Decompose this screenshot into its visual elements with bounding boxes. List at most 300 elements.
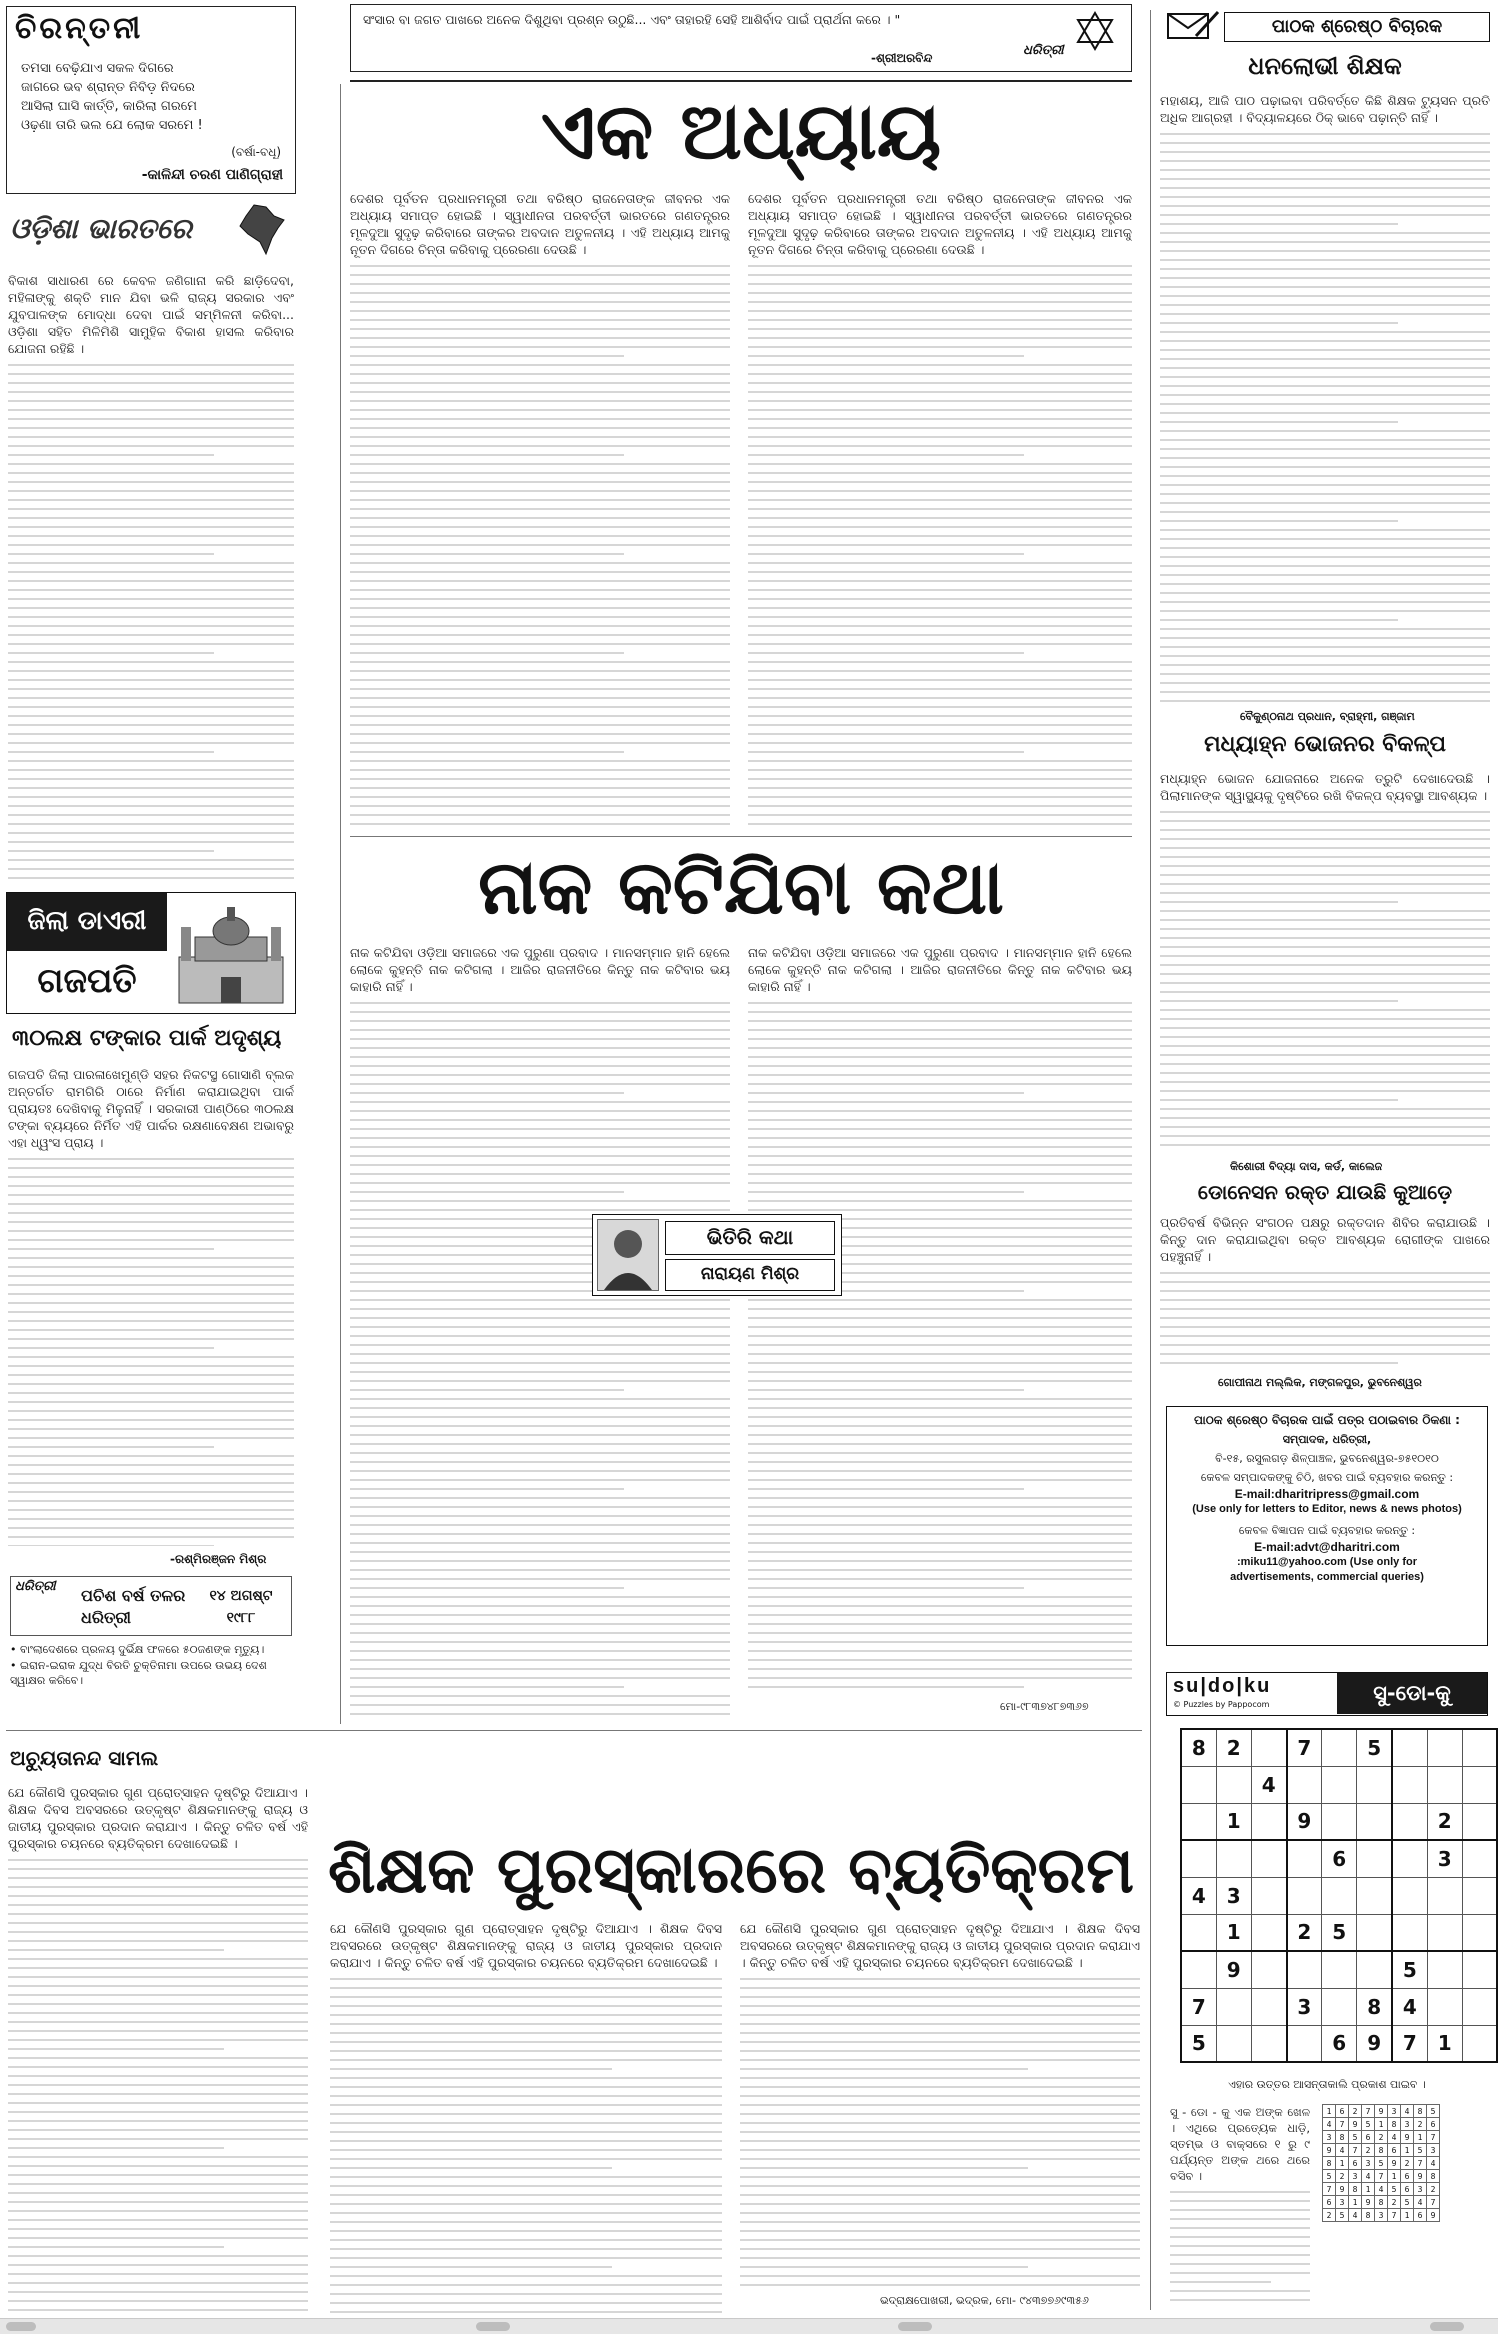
odisha-bharat-title: ଓଡ଼ିଶା ଭାରତରେ [10, 212, 192, 245]
sudoku-mini-cell: 9 [1414, 2170, 1427, 2183]
sudoku-cell[interactable]: 6 [1322, 2025, 1357, 2062]
text-lines-placeholder [748, 1002, 1132, 1694]
dharitri-logo [1021, 9, 1121, 67]
sudoku-mini-cell: 2 [1427, 2183, 1440, 2196]
twenty-five-item-text: ବାଂଲାଦେଶରେ ପ୍ରଳୟ ଦୁର୍ଭିକ୍ଷ ଫଳରେ ୫୦ଜଣଙ୍କ ମୃତ୍ୟୁ। [20, 1643, 265, 1656]
sudoku-mini-cell: 6 [1401, 2170, 1414, 2183]
contact-email-3-note: advertisements, commercial queries) [1230, 1571, 1424, 1583]
sudoku-mini-cell: 7 [1375, 2170, 1388, 2183]
sudoku-row [1181, 2025, 1497, 2062]
masthead-quote-box [350, 4, 1132, 72]
sudoku-cell[interactable] [1251, 1729, 1286, 1766]
sudoku-mini-cell: 4 [1349, 2209, 1362, 2222]
nak-katha-text: ନାକ କଟିଯିବା ଓଡ଼ିଆ ସମାଜରେ ଏକ ପୁରୁଣା ପ୍ରବାଦ । ମାନସମ୍ମାନ ହାନି ହେଲେ ଲୋକେ କୁହନ୍ତି ନାକ କଟିଗଲା । ଆଜିର ରାଜନୀତିରେ କିନ୍ତୁ ନାକ କଟିବାର ଭୟ କାହାରି ନାହିଁ । [350, 945, 730, 994]
chirantani-box [6, 6, 296, 194]
sudoku-cell[interactable] [1322, 1951, 1357, 1988]
sudoku-cell[interactable] [1251, 1803, 1286, 1840]
sudoku-mini-grid [1322, 2104, 1440, 2222]
column-rule-right [1150, 10, 1151, 2310]
sudoku-mini-cell: 4 [1388, 2131, 1401, 2144]
sudoku-cell[interactable] [1462, 2025, 1497, 2062]
letter-title: ମଧ୍ୟାହ୍ନ ଭୋଜନର ବିକଳ୍ପ [1204, 732, 1446, 757]
sudoku-mini-cell: 6 [1401, 2183, 1414, 2196]
letter-text: ମଧ୍ୟାହ୍ନ ଭୋଜନ ଯୋଜନାରେ ଅନେକ ତ୍ରୁଟି ଦେଖାଦେଉଛି । ପିଲାମାନଙ୍କ ସ୍ୱାସ୍ଥ୍ୟକୁ ଦୃଷ୍ଟିରେ ରଖି ବିକଳ୍ପ ବ୍ୟବସ୍ଥା ଆବଶ୍ୟକ । [1160, 771, 1490, 803]
palace-illustration-icon [169, 897, 293, 1009]
sudoku-grid-wrap [1180, 1728, 1498, 2063]
person-silhouette-icon [598, 1220, 658, 1290]
sudoku-cell[interactable] [1216, 1840, 1251, 1877]
sudoku-mini-cell: 3 [1401, 2118, 1414, 2131]
sudoku-cell[interactable] [1181, 1766, 1216, 1803]
sudoku-mini-cell: 9 [1349, 2118, 1362, 2131]
sudoku-row [1323, 2157, 1440, 2170]
sudoku-mini-cell: 8 [1349, 2183, 1362, 2196]
contact-ads-line: କେବଳ ବିଜ୍ଞାପନ ପାଇଁ ବ୍ୟବହାର କରନ୍ତୁ : [1238, 1524, 1416, 1537]
sudoku-cell[interactable]: 2 [1427, 1803, 1462, 1840]
twenty-five-item: • ଇରାନ-ଇରାକ ଯୁଦ୍ଧ ବିରତି ଚୁକ୍ତିନାମା ଉପରେ ଉଭୟ ଦେଶ ସ୍ୱାକ୍ଷର କରିବେ। [10, 1659, 267, 1687]
section-rule-mid [350, 836, 1132, 837]
contact-editor: ସମ୍ପାଦକ, ଧରିତ୍ରୀ, [1282, 1433, 1372, 1446]
sudoku-mini-cell: 4 [1401, 2105, 1414, 2118]
odisha-bharat-logo [6, 200, 296, 262]
shikshaka-footer: ଭଦ୍ରାକ୍ଷପୋଖରୀ, ଭଦ୍ରକ, ମୋ- ୯୪୩୭୭୬୯୩୫୬ [880, 2294, 1089, 2307]
bhitiri-katha-label: ଭିତିରି କଥା [665, 1221, 835, 1255]
ek-adhyaya-text-cont: ଦେଶର ପୂର୍ବତନ ପ୍ରଧାନମନ୍ତ୍ରୀ ତଥା ବରିଷ୍ଠ ରାଜନେତାଙ୍କ ଜୀବନର ଏକ ଅଧ୍ୟାୟ ସମାପ୍ତ ହୋଇଛି । ସ୍ୱାଧୀନତା ପରବର୍ତ୍ତୀ ଭାରତରେ ଗଣତନ୍ତ୍ରର ମୂଳଦୁଆ ସୁଦୃଢ଼ କରିବାରେ ତାଙ୍କର ଅବଦାନ ଅତୁଳନୀୟ । ଏହି ଅଧ୍ୟାୟ ଆମକୁ ନୂତନ ଦିଗରେ ଚିନ୍ତା କରିବାକୁ ପ୍ରେରଣା ଦେଉଛି । [748, 191, 1132, 257]
park-article-body [8, 1066, 294, 1546]
sudoku-mini-cell: 4 [1414, 2196, 1427, 2209]
poem-line: ଆସିଲା ଘାସି କାର୍ତ୍ତି, କାରିଲା ଗରମେ [21, 99, 197, 114]
chirantani-author: -କାଳିନ୍ଦୀ ଚରଣ ପାଣିଗ୍ରାହୀ [141, 167, 283, 183]
sudoku-mini-cell: 7 [1323, 2183, 1336, 2196]
sudoku-cell[interactable]: 4 [1181, 1877, 1216, 1914]
contact-address: ବି-୧୫, ରସୁଲଗଡ଼ ଶିଳ୍ପାଞ୍ଚଳ, ଭୁବନେଶ୍ୱର-୭୫୧୦୧୦ [1215, 1452, 1439, 1465]
sudoku-mini-cell: 6 [1388, 2144, 1401, 2157]
sudoku-mini-cell: 4 [1362, 2170, 1375, 2183]
text-lines-placeholder [350, 265, 730, 830]
dharitri-logo-text: ଧରିତ୍ରୀ [1023, 43, 1064, 58]
sudoku-cell[interactable] [1287, 1951, 1322, 1988]
nak-katha-phone: ମୋ-୯୮୩୭୪୮୭୩୬୭ [1000, 1700, 1089, 1713]
sudoku-cell[interactable]: 8 [1357, 1988, 1392, 2025]
sudoku-rules [1170, 2104, 1310, 2304]
sudoku-row [1181, 1877, 1497, 1914]
sudoku-mini-cell: 7 [1388, 2209, 1401, 2222]
sudoku-cell[interactable] [1427, 1877, 1462, 1914]
author-name: ନାରାୟଣ ମିଶ୍ର [665, 1259, 835, 1291]
sudoku-cell[interactable] [1427, 1766, 1462, 1803]
sudoku-mini-cell: 2 [1401, 2157, 1414, 2170]
sudoku-cell[interactable] [1287, 1766, 1322, 1803]
contact-email-2[interactable]: E-mail:advt@dharitri.com [1254, 1540, 1400, 1554]
sudoku-mini-cell: 8 [1375, 2196, 1388, 2209]
column-rule-left [340, 84, 341, 1724]
sudoku-mini-cell: 8 [1336, 2131, 1349, 2144]
text-lines-placeholder [8, 1158, 294, 1546]
twenty-five-logo: ଧରିତ୍ରୀ [15, 1579, 56, 1594]
headline-nak-katijiba: ନାକ କଟିଯିବା କଥା [478, 845, 1004, 931]
sudoku-cell[interactable] [1181, 1914, 1216, 1951]
sudoku-mini-cell: 9 [1375, 2105, 1388, 2118]
sudoku-mini-cell: 1 [1323, 2105, 1336, 2118]
park-article-byline: -ରଶ୍ମିରଞ୍ଜନ ମିଶ୍ର [170, 1552, 267, 1566]
chirantani-title: ଚିରନ୍ତନୀ [15, 11, 144, 46]
text-lines-placeholder [8, 1859, 308, 2314]
contact-email-1-note: (Use only for letters to Editor, news & news photos) [1192, 1503, 1462, 1515]
masthead-quote-text: ସଂସାର ବା ଜଗତ ପାଖରେ ଅନେକ ଦିଶୁଥିବା ପ୍ରଶ୍ନ ଉଠୁଛି... ଏବଂ ତାହାରହି ସେହି ଆଶିର୍ବାଦ ପାଇଁ ପ୍ରାର୍ଥନା କରେ । " [363, 12, 901, 27]
letter-signature: କିଶୋରୀ ବିଦ୍ୟା ଦାସ, କର୍ଡ, କାଲେଜ [1230, 1160, 1383, 1173]
letter-title: ଧନଲୋଭୀ ଶିକ୍ଷକ [1248, 52, 1402, 80]
sudoku-cell[interactable] [1322, 1766, 1357, 1803]
sudoku-mini-cell: 9 [1401, 2131, 1414, 2144]
nak-katha-col-1 [350, 944, 730, 1720]
sudoku-cell[interactable] [1462, 1877, 1497, 1914]
sudoku-mini-cell: 9 [1336, 2183, 1349, 2196]
sudoku-mini-cell: 3 [1349, 2170, 1362, 2183]
text-lines-placeholder [1160, 811, 1490, 1150]
sudoku-mini-cell: 6 [1323, 2196, 1336, 2209]
sudoku-row [1323, 2131, 1440, 2144]
sudoku-mini-cell: 7 [1414, 2157, 1427, 2170]
sudoku-cell[interactable] [1287, 1840, 1322, 1877]
sudoku-mini-cell: 1 [1401, 2144, 1414, 2157]
sudoku-mini-cell: 5 [1401, 2196, 1414, 2209]
sudoku-cell[interactable]: 7 [1181, 1988, 1216, 2025]
sudoku-cell[interactable]: 4 [1251, 1766, 1286, 1803]
sudoku-row [1181, 1766, 1497, 1803]
text-lines-placeholder [350, 1002, 730, 1720]
sudoku-cell[interactable] [1181, 1803, 1216, 1840]
author-photo [597, 1219, 659, 1291]
sudoku-mini-cell: 8 [1375, 2144, 1388, 2157]
sudoku-mini-cell: 1 [1414, 2131, 1427, 2144]
poem-line: ଓଢ଼ଣା ତାରି ଭଲ ଯେ ଲୋକ ସରମେ ! [21, 118, 203, 133]
sudoku-mini-cell: 6 [1427, 2118, 1440, 2131]
park-article-title: ୩୦ଲକ୍ଷ ଟଙ୍କାର ପାର୍କ ଅଦୃଶ୍ୟ [12, 1026, 282, 1051]
sudoku-cell[interactable] [1251, 1877, 1286, 1914]
sudoku-mini-cell: 7 [1362, 2105, 1375, 2118]
reader-section-header [1166, 8, 1492, 46]
sudoku-cell[interactable]: 1 [1216, 1914, 1251, 1951]
sudoku-mini-cell: 1 [1349, 2196, 1362, 2209]
text-lines-placeholder [8, 364, 294, 882]
letter-signature: ଗୋପୀନାଥ ମଲ୍ଲିକ, ମଙ୍ଗଳପୁର, ଭୁବନେଶ୍ୱର [1218, 1376, 1422, 1389]
sudoku-mini-cell: 2 [1414, 2118, 1427, 2131]
park-article-text: ଗଜପତି ଜିଲା ପାରଳାଖେମୁଣ୍ଡି ସହର ନିକଟସ୍ଥ ଗୋସାଣି ବ୍ଲକ ଅନ୍ତର୍ଗତ ରାମଗିରି ଠାରେ ନିର୍ମାଣ କରାଯାଇଥିବା ପାର୍କ ପ୍ରାୟତଃ ଦେଖିବାକୁ ମିଳୁନାହିଁ । ସରକାରୀ ପାଣ୍ଠିରେ ୩୦ଲକ୍ଷ ଟଙ୍କା ବ୍ୟୟରେ ନିର୍ମିତ ଏହି ପାର୍କର ରକ୍ଷଣାବେକ୍ଷଣ ଅଭାବରୁ ଏହା ଧ୍ୱଂସ ପ୍ରାୟ । [8, 1067, 294, 1150]
sudoku-mini-cell: 3 [1336, 2196, 1349, 2209]
shikshaka-text: ଯେ କୌଣସି ପୁରସ୍କାର ଗୁଣ ପ୍ରୋତ୍ସାହନ ଦୃଷ୍ଟିରୁ ଦିଆଯାଏ । ଶିକ୍ଷକ ଦିବସ ଅବସରରେ ଉତ୍କୃଷ୍ଟ ଶିକ୍ଷକମାନଙ୍କୁ ରାଜ୍ୟ ଓ ଜାତୀୟ ପୁରସ୍କାର ପ୍ରଦାନ କରାଯାଏ । କିନ୍ତୁ ଚଳିତ ବର୍ଷ ଏହି ପୁରସ୍କାର ଚୟନରେ ବ୍ୟତିକ୍ରମ ଦେଖାଦେଇଛି । [8, 1785, 308, 1851]
sudoku-cell[interactable]: 5 [1392, 1951, 1427, 1988]
sudoku-mini-cell: 5 [1323, 2170, 1336, 2183]
sudoku-mini-cell: 8 [1427, 2170, 1440, 2183]
sudoku-cell[interactable] [1462, 1840, 1497, 1877]
sudoku-cell[interactable] [1357, 1877, 1392, 1914]
masthead-quote-author: -ଶ୍ରୀଅରବିନ୍ଦ [871, 51, 933, 65]
sudoku-mini-cell: 9 [1427, 2209, 1440, 2222]
sudoku-mini-cell: 5 [1362, 2118, 1375, 2131]
text-lines-placeholder [330, 1978, 722, 2314]
sudoku-mini-cell: 5 [1375, 2157, 1388, 2170]
sudoku-mini-cell: 4 [1427, 2157, 1440, 2170]
sudoku-cell[interactable]: 1 [1427, 2025, 1462, 2062]
sudoku-rules-text: ସୁ - ଡୋ - କୁ ଏକ ଅଙ୍କ ଖେଳ । ଏଥିରେ ପ୍ରତ୍ୟେକ ଧାଡ଼ି, ସ୍ତମ୍ଭ ଓ ବାକ୍ସରେ ୧ ରୁ ୯ ପର୍ଯ୍ୟନ୍ତ ଅଙ୍କ ଥରେ ଥରେ ବସିବ । [1170, 2105, 1310, 2183]
sudoku-mini-cell: 7 [1349, 2144, 1362, 2157]
sudoku-mini-cell: 5 [1388, 2183, 1401, 2196]
sudoku-cell[interactable] [1462, 1729, 1497, 1766]
sudoku-mini-cell: 3 [1375, 2209, 1388, 2222]
sudoku-cell[interactable] [1427, 1729, 1462, 1766]
district-name: ଗଜପତି [37, 961, 137, 1001]
sudoku-row [1181, 1951, 1497, 1988]
ek-adhyaya-text: ଦେଶର ପୂର୍ବତନ ପ୍ରଧାନମନ୍ତ୍ରୀ ତଥା ବରିଷ୍ଠ ରାଜନେତାଙ୍କ ଜୀବନର ଏକ ଅଧ୍ୟାୟ ସମାପ୍ତ ହୋଇଛି । ସ୍ୱାଧୀନତା ପରବର୍ତ୍ତୀ ଭାରତରେ ଗଣତନ୍ତ୍ରର ମୂଳଦୁଆ ସୁଦୃଢ଼ କରିବାରେ ତାଙ୍କର ଅବଦାନ ଅତୁଳନୀୟ । ଏହି ଅଧ୍ୟାୟ ଆମକୁ ନୂତନ ଦିଗରେ ଚିନ୍ତା କରିବାକୁ ପ୍ରେରଣା ଦେଉଛି । [350, 191, 730, 257]
sudoku-mini-cell: 1 [1401, 2209, 1414, 2222]
scrollbar-thumb-right[interactable] [1430, 2322, 1464, 2331]
sudoku-mini-cell: 9 [1323, 2144, 1336, 2157]
sudoku-mini-cell: 8 [1414, 2105, 1427, 2118]
sudoku-mini-cell: 9 [1362, 2196, 1375, 2209]
sudoku-row [1181, 1803, 1497, 1840]
sudoku-cell[interactable] [1427, 1951, 1462, 1988]
sudoku-row [1323, 2196, 1440, 2209]
scrollbar-thumb-mid-right[interactable] [898, 2322, 932, 2331]
sudoku-row [1323, 2118, 1440, 2131]
bhitiri-katha-byline [592, 1214, 842, 1296]
sudoku-cell[interactable]: 4 [1392, 1988, 1427, 2025]
envelope-pen-icon [1166, 10, 1220, 40]
sudoku-row [1181, 1729, 1497, 1766]
sudoku-cell[interactable]: 6 [1322, 1840, 1357, 1877]
text-lines-placeholder [1170, 2191, 1310, 2304]
scrollbar-thumb-left[interactable] [6, 2322, 36, 2331]
sudoku-mini-cell: 6 [1362, 2131, 1375, 2144]
sudoku-cell[interactable]: 8 [1181, 1729, 1216, 1766]
twenty-five-years-box [6, 1576, 296, 1686]
shikshaka-col-3 [740, 1920, 1140, 2290]
twenty-five-item: • ବାଂଲାଦେଶରେ ପ୍ରଳୟ ଦୁର୍ଭିକ୍ଷ ଫଳରେ ୫୦ଜଣଙ୍କ ମୃତ୍ୟୁ। [10, 1643, 265, 1656]
sudoku-mini-cell: 3 [1414, 2183, 1427, 2196]
text-lines-placeholder [1160, 1272, 1490, 1364]
sudoku-cell[interactable] [1392, 1914, 1427, 1951]
sudoku-mini-cell: 9 [1388, 2157, 1401, 2170]
sudoku-row [1323, 2105, 1440, 2118]
sudoku-mini-cell: 5 [1414, 2144, 1427, 2157]
district-diary-label: ଜିଲା ଡାଏରୀ [7, 893, 167, 951]
sudoku-mini-cell: 2 [1336, 2170, 1349, 2183]
sudoku-cell[interactable]: 5 [1357, 1729, 1392, 1766]
text-lines-placeholder [1160, 133, 1490, 702]
sudoku-header [1166, 1672, 1488, 1716]
sudoku-mini-cell: 7 [1336, 2118, 1349, 2131]
contact-email-3[interactable]: :miku11@yahoo.com (Use only for [1236, 1556, 1418, 1568]
sudoku-cell[interactable] [1392, 1877, 1427, 1914]
sudoku-cell[interactable] [1357, 1914, 1392, 1951]
sudoku-mini-grid-wrap [1322, 2104, 1440, 2222]
left-column-text: ବିକାଶ ସାଧାରଣ ରେ କେବଳ ଜଣିଗାନା କରି ଛାଡ଼ିଦେବା, ମହିଳାଙ୍କୁ ଶକ୍ତି ମାନ ଯିବା ଭଳି ରାଜ୍ୟ ସରକାର ଏବଂ ଯୁବପାଳଙ୍କ ମୋଦ୍ଧା ଦେବା ପାଇଁ ସମ୍ମିଳନୀ କରିବା... ଓଡ଼ିଶା ସହିତ ମିଳିମିଶି ସାମୁହିକ ବିକାଶ ହାସଲ କରିବାର ଯୋଜନା ରହିଛି । [8, 273, 294, 356]
sudoku-cell[interactable] [1287, 2025, 1322, 2062]
sudoku-cell[interactable] [1251, 1840, 1286, 1877]
sudoku-cell[interactable] [1357, 1951, 1392, 1988]
sudoku-row [1323, 2183, 1440, 2196]
sudoku-mini-cell: 3 [1323, 2131, 1336, 2144]
sudoku-mini-cell: 6 [1414, 2209, 1427, 2222]
sudoku-cell[interactable] [1322, 1988, 1357, 2025]
sudoku-title: ସୁ-ଡୋ-କୁ [1337, 1673, 1487, 1714]
sudoku-cell[interactable] [1181, 1840, 1216, 1877]
sudoku-cell[interactable] [1216, 1988, 1251, 2025]
text-lines-placeholder [740, 1978, 1140, 2290]
sudoku-cell[interactable] [1462, 1803, 1497, 1840]
twenty-five-years-header [10, 1576, 292, 1636]
letter-body [1160, 92, 1490, 702]
sudoku-cell[interactable]: 9 [1287, 1803, 1322, 1840]
sudoku-logo-sub: © Puzzles by Pappocom [1173, 1700, 1270, 1709]
twenty-five-label: ପଚିଶ ବର୍ଷ ତଳର ଧରିତ୍ରୀ [81, 1586, 186, 1627]
contact-email-1[interactable]: E-mail:dharitripress@gmail.com [1234, 1487, 1420, 1501]
sudoku-mini-cell: 2 [1362, 2144, 1375, 2157]
twenty-five-date: ୧୪ ଅଗଷ୍ଟ ୧୯୮୮ [209, 1588, 273, 1626]
sudoku-cell[interactable]: 2 [1287, 1914, 1322, 1951]
sudoku-row [1181, 1914, 1497, 1951]
sudoku-mini-cell: 3 [1427, 2144, 1440, 2157]
sudoku-cell[interactable]: 7 [1392, 2025, 1427, 2062]
sudoku-cell[interactable] [1392, 1729, 1427, 1766]
sudoku-cell[interactable]: 3 [1427, 1840, 1462, 1877]
sudoku-mini-cell: 5 [1427, 2105, 1440, 2118]
sudoku-mini-cell: 2 [1323, 2209, 1336, 2222]
sudoku-mini-cell: 3 [1362, 2157, 1375, 2170]
sudoku-mini-cell: 8 [1362, 2209, 1375, 2222]
sudoku-cell[interactable]: 5 [1322, 1914, 1357, 1951]
contact-email-line: କେବଳ ସମ୍ପାଦକଙ୍କୁ ଚିଠି, ଖବର ପାଇଁ ବ୍ୟବହାର କରନ୍ତୁ : [1200, 1471, 1454, 1484]
nak-katha-col-2 [748, 944, 1132, 1694]
sudoku-cell[interactable] [1251, 2025, 1286, 2062]
chirantani-source: (ବର୍ଷା-ବଧୂ) [231, 145, 281, 159]
sudoku-mini-cell: 3 [1388, 2105, 1401, 2118]
sudoku-row [1181, 1840, 1497, 1877]
letter-title: ଡୋନେସନ ରକ୍ତ ଯାଉଛି କୁଆଡ଼େ [1197, 1180, 1453, 1204]
sudoku-mini-cell: 6 [1349, 2157, 1362, 2170]
headline-ek-adhyaya: ଏକ ଅଧ୍ୟାୟ [540, 87, 942, 177]
poem-line: ତମସା ବେଢ଼ିଯାଏ ସକଳ ଦିଗରେ [21, 61, 174, 76]
letter-body [1160, 770, 1490, 1150]
poem-line: ଜାଗରେ ଭବ ଶ୍ରାନ୍ତ ନିବିଡ଼ ନିଦରେ [21, 80, 195, 95]
sudoku-cell[interactable]: 1 [1216, 1803, 1251, 1840]
horizontal-scrollbar[interactable] [0, 2318, 1498, 2334]
sudoku-cell[interactable] [1462, 1988, 1497, 2025]
sudoku-mini-cell: 7 [1427, 2131, 1440, 2144]
sudoku-cell[interactable] [1322, 1803, 1357, 1840]
shikshaka-col-1 [8, 1784, 308, 2314]
sudoku-cell[interactable]: 5 [1181, 2025, 1216, 2062]
sudoku-mini-cell: 1 [1336, 2157, 1349, 2170]
sudoku-row [1323, 2209, 1440, 2222]
sudoku-mini-cell: 2 [1349, 2105, 1362, 2118]
sudoku-mini-cell: 2 [1388, 2196, 1401, 2209]
sudoku-mini-cell: 8 [1323, 2157, 1336, 2170]
shikshaka-text-cont: ଯେ କୌଣସି ପୁରସ୍କାର ଗୁଣ ପ୍ରୋତ୍ସାହନ ଦୃଷ୍ଟିରୁ ଦିଆଯାଏ । ଶିକ୍ଷକ ଦିବସ ଅବସରରେ ଉତ୍କୃଷ୍ଟ ଶିକ୍ଷକମାନଙ୍କୁ ରାଜ୍ୟ ଓ ଜାତୀୟ ପୁରସ୍କାର ପ୍ରଦାନ କରାଯାଏ । କିନ୍ତୁ ଚଳିତ ବର୍ଷ ଏହି ପୁରସ୍କାର ଚୟନରେ ବ୍ୟତିକ୍ରମ ଦେଖାଦେଇଛି । [330, 1921, 722, 1970]
sudoku-row [1323, 2144, 1440, 2157]
sudoku-answer-note: ଏହାର ଉତ୍ତର ଆସନ୍ତାକାଲି ପ୍ରକାଶ ପାଇବ । [1228, 2078, 1426, 2091]
masthead-rule [350, 80, 1132, 82]
contact-title: ପାଠକ ଶ୍ରେଷ୍ଠ ବିଚାରକ ପାଇଁ ପତ୍ର ପଠାଇବାର ଠିକଣା : [1194, 1413, 1460, 1427]
sudoku-mini-cell: 1 [1362, 2183, 1375, 2196]
sudoku-cell[interactable] [1357, 1840, 1392, 1877]
shikshaka-col-2 [330, 1920, 722, 2314]
sudoku-cell[interactable]: 3 [1287, 1988, 1322, 2025]
sudoku-mini-cell: 5 [1336, 2209, 1349, 2222]
sudoku-cell[interactable]: 3 [1216, 1877, 1251, 1914]
left-column-article [8, 272, 294, 882]
sudoku-mini-cell: 5 [1349, 2131, 1362, 2144]
sudoku-cell[interactable] [1462, 1914, 1497, 1951]
sudoku-mini-cell: 8 [1388, 2118, 1401, 2131]
reader-section-title: ପାଠକ ଶ୍ରେଷ୍ଠ ବିଚାରକ [1224, 12, 1490, 42]
shikshaka-text-cont2: ଯେ କୌଣସି ପୁରସ୍କାର ଗୁଣ ପ୍ରୋତ୍ସାହନ ଦୃଷ୍ଟିରୁ ଦିଆଯାଏ । ଶିକ୍ଷକ ଦିବସ ଅବସରରେ ଉତ୍କୃଷ୍ଟ ଶିକ୍ଷକମାନଙ୍କୁ ରାଜ୍ୟ ଓ ଜାତୀୟ ପୁରସ୍କାର ପ୍ରଦାନ କରାଯାଏ । କିନ୍ତୁ ଚଳିତ ବର୍ଷ ଏହି ପୁରସ୍କାର ଚୟନରେ ବ୍ୟତିକ୍ରମ ଦେଖାଦେଇଛି । [740, 1921, 1140, 1970]
sudoku-mini-cell: 1 [1375, 2118, 1388, 2131]
sudoku-cell[interactable]: 2 [1216, 1729, 1251, 1766]
nak-katha-text-cont: ନାକ କଟିଯିବା ଓଡ଼ିଆ ସମାଜରେ ଏକ ପୁରୁଣା ପ୍ରବାଦ । ମାନସମ୍ମାନ ହାନି ହେଲେ ଲୋକେ କୁହନ୍ତି ନାକ କଟିଗଲା । ଆଜିର ରାଜନୀତିରେ କିନ୍ତୁ ନାକ କଟିବାର ଭୟ କାହାରି ନାହିଁ । [748, 945, 1132, 994]
chirantani-poem [21, 59, 203, 135]
contact-box [1166, 1406, 1488, 1646]
sudoku-mini-cell: 1 [1388, 2170, 1401, 2183]
sudoku-cell[interactable] [1462, 1951, 1497, 1988]
letter-body [1160, 1214, 1490, 1364]
sudoku-cell[interactable] [1216, 2025, 1251, 2062]
twenty-five-item-text: ଇରାନ-ଇରାକ ଯୁଦ୍ଧ ବିରତି ଚୁକ୍ତିନାମା ଉପରେ ଉଭୟ ଦେଶ ସ୍ୱାକ୍ଷର କରିବେ। [10, 1659, 267, 1687]
sudoku-cell[interactable] [1216, 1766, 1251, 1803]
sudoku-cell[interactable] [1357, 1766, 1392, 1803]
sudoku-mini-cell: 4 [1323, 2118, 1336, 2131]
ek-adhyaya-col-2 [748, 190, 1132, 830]
sudoku-mini-cell: 4 [1336, 2144, 1349, 2157]
sudoku-mini-cell: 6 [1336, 2105, 1349, 2118]
section-rule-bottom [6, 1730, 1142, 1731]
shikshaka-byline: ଅଚ୍ୟୁତାନନ୍ଦ ସାମଲ [10, 1746, 159, 1770]
sudoku-cell[interactable] [1392, 1766, 1427, 1803]
ek-adhyaya-col-1 [350, 190, 730, 830]
sudoku-cell[interactable] [1322, 1729, 1357, 1766]
letter-text: ପ୍ରତିବର୍ଷ ବିଭିନ୍ନ ସଂଗଠନ ପକ୍ଷରୁ ରକ୍ତଦାନ ଶିବିର କରାଯାଉଛି । କିନ୍ତୁ ଦାନ କରାଯାଇଥିବା ରକ୍ତ ଆବଶ୍ୟକ ରୋଗୀଙ୍କ ପାଖରେ ପହଞ୍ଚୁନାହିଁ । [1160, 1215, 1490, 1264]
sudoku-mini-cell: 4 [1375, 2183, 1388, 2196]
sudoku-cell[interactable] [1462, 1766, 1497, 1803]
sudoku-cell[interactable] [1251, 1951, 1286, 1988]
text-lines-placeholder [748, 265, 1132, 830]
letter-signature: ବୈକୁଣ୍ଠନାଥ ପ୍ରଧାନ, ବ୍ରାହ୍ମୀ, ଗଞ୍ଜାମ [1240, 710, 1415, 723]
sudoku-grid[interactable] [1180, 1728, 1498, 2063]
sudoku-mini-cell: 2 [1375, 2131, 1388, 2144]
sudoku-logo: su|do|ku [1173, 1675, 1272, 1697]
sudoku-row [1323, 2170, 1440, 2183]
scrollbar-thumb-mid-left[interactable] [476, 2322, 510, 2331]
sudoku-cell[interactable] [1392, 1840, 1427, 1877]
sudoku-cell[interactable] [1251, 1988, 1286, 2025]
sudoku-cell[interactable]: 7 [1287, 1729, 1322, 1766]
sudoku-mini-cell: 7 [1427, 2196, 1440, 2209]
sudoku-cell[interactable] [1251, 1914, 1286, 1951]
sudoku-row [1181, 1988, 1497, 2025]
star-of-david-icon [1075, 11, 1115, 51]
sudoku-cell[interactable] [1392, 1803, 1427, 1840]
district-diary-banner [6, 892, 296, 1014]
headline-shikshaka: ଶିକ୍ଷକ ପୁରସ୍କାରରେ ବ୍ୟତିକ୍ରମ [327, 1834, 1135, 1908]
sudoku-cell[interactable]: 9 [1216, 1951, 1251, 1988]
sudoku-cell[interactable] [1357, 1803, 1392, 1840]
sudoku-cell[interactable] [1181, 1951, 1216, 1988]
sudoku-cell[interactable] [1427, 1988, 1462, 2025]
sudoku-cell[interactable] [1427, 1914, 1462, 1951]
sudoku-cell[interactable] [1322, 1877, 1357, 1914]
sudoku-cell[interactable]: 9 [1357, 2025, 1392, 2062]
sudoku-cell[interactable] [1287, 1877, 1322, 1914]
